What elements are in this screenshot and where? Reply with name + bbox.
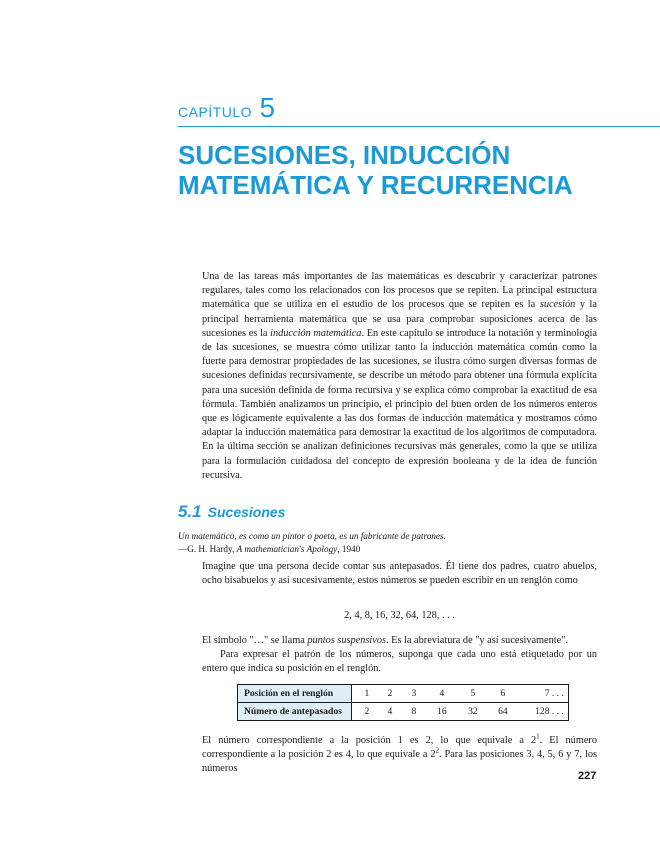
table-cell: 4 xyxy=(387,706,393,717)
intro-term-sucesion: sucesión xyxy=(539,299,576,311)
chapter-label xyxy=(178,92,275,124)
para4-text-c: . Para las posiciones 3, 4, 5, 6 y 7, los números xyxy=(202,749,597,775)
para4-text-b: . El número correspondiente a la posición 2 es 4, lo que equivale a 2 xyxy=(202,735,597,761)
para4-exponent-1: 1 xyxy=(536,732,540,741)
para4-text-a: El número correspondiente a la posición 1 es 2, lo que equivale a 2 xyxy=(202,735,537,746)
body-paragraph-4 xyxy=(202,734,597,777)
section-heading xyxy=(178,502,285,522)
table-cell: 1 xyxy=(364,688,370,699)
table-cell: 6 xyxy=(500,688,506,699)
intro-text-1: Una de las tareas más importantes de las matemáticas es descubrir y caracterizar patrones regulares, tales como los relacionados con los procesos que se repiten. La principal estructura matemática que se utiliza en el estudio de los procesos que se repiten es la xyxy=(202,271,597,311)
body-paragraph-2 xyxy=(202,634,597,648)
table-cell: 2 xyxy=(364,706,370,717)
intro-text-2: y la principal herramienta matemática que se usa para comprobar suposiciones acerca de las sucesiones es la xyxy=(202,299,597,339)
body-paragraph-3: Para expresar el patrón de los números, suponga que cada uno está etiquetado por un entero que indica su posición en el renglón. xyxy=(202,649,597,675)
ellipsis-text-a: El símbolo "…" se llama xyxy=(202,635,308,646)
table-cell: 7 . . . xyxy=(544,688,564,699)
page-number: 227 xyxy=(578,770,597,782)
table-cell: 2 xyxy=(387,688,393,699)
epigraph xyxy=(178,530,598,556)
para4-exponent-2: 2 xyxy=(435,746,439,755)
table-row-values xyxy=(351,685,568,703)
epigraph-author: —G. H. Hardy, xyxy=(178,544,237,554)
intro-paragraph xyxy=(202,270,597,483)
body-paragraph-1: Imagine que una persona decide contar sus antepasados. Él tiene dos padres, cuatro abuelos, ocho bisabuelos y así sucesivamente, estos números se pueden escribir en un renglón como xyxy=(202,561,597,587)
table-cell: 5 xyxy=(470,688,476,699)
section-title: Sucesiones xyxy=(207,504,286,520)
epigraph-work: A mathematician's Apology xyxy=(236,544,338,554)
chapter-word: CAPÍTULO xyxy=(178,104,253,120)
table-cell: 64 xyxy=(498,706,508,717)
intro-text-3: . En este capítulo se introduce la notación y terminología de las sucesiones, se muestra cómo utilizar tanto la inducción matemática común como la fuerte para demostrar propiedades de las sucesiones, se ilustra cómo surgen diversas formas de sucesiones definidas recursivamente, se describe un método para obtener una fórmula explícita para una sucesión definida de forma recursiva y se explica cómo comprobar la exactitud de esa fórmula. También analizamos un principio, el principio del buen orden de los números enteros que es lógicamente equivalente a las dos formas de inducción matemática y mostramos cómo adaptar la inducción matemática para demostrar la exactitud de los algoritmos de computadora. En la última sección se analizan definiciones recursivas más generales, como la que se utiliza para la formulación cuidadosa del concepto de expresión booleana y de la idea de función recursiva. xyxy=(202,327,597,481)
table-cell: 4 xyxy=(439,688,445,699)
table-cell: 8 xyxy=(411,706,417,717)
table-row xyxy=(238,685,569,703)
table-row-label: Número de antepasados xyxy=(238,703,352,721)
epigraph-year: , 1940 xyxy=(337,544,361,554)
table-cell: 32 xyxy=(468,706,478,717)
intro-term-induccion: inducción matemática xyxy=(270,327,362,339)
epigraph-quote: Un matemático, es como un pintor o poeta, es un fabricante de patrones. xyxy=(178,531,446,541)
table-cell: 3 xyxy=(411,688,417,699)
chapter-title: SUCESIONES, INDUCCIÓN MATEMÁTICA Y RECURRENCIA xyxy=(178,140,573,200)
ellipsis-text-b: . Es la abreviatura de "y así sucesivamente". xyxy=(386,635,568,646)
table-row-label: Posición en el renglón xyxy=(238,685,352,703)
table-cell: 16 xyxy=(437,706,447,717)
sequence-display: 2, 4, 8, 16, 32, 64, 128, . . . xyxy=(344,610,455,621)
position-table xyxy=(237,684,569,721)
ellipsis-term: puntos suspensivos xyxy=(307,635,387,646)
table-row xyxy=(238,703,569,721)
epigraph-attribution xyxy=(178,543,598,556)
table-cell: 128 . . . xyxy=(535,706,564,717)
section-number: 5.1 xyxy=(178,502,202,521)
chapter-rule xyxy=(178,126,660,127)
chapter-number: 5 xyxy=(259,92,276,123)
table-row-values xyxy=(351,703,568,721)
